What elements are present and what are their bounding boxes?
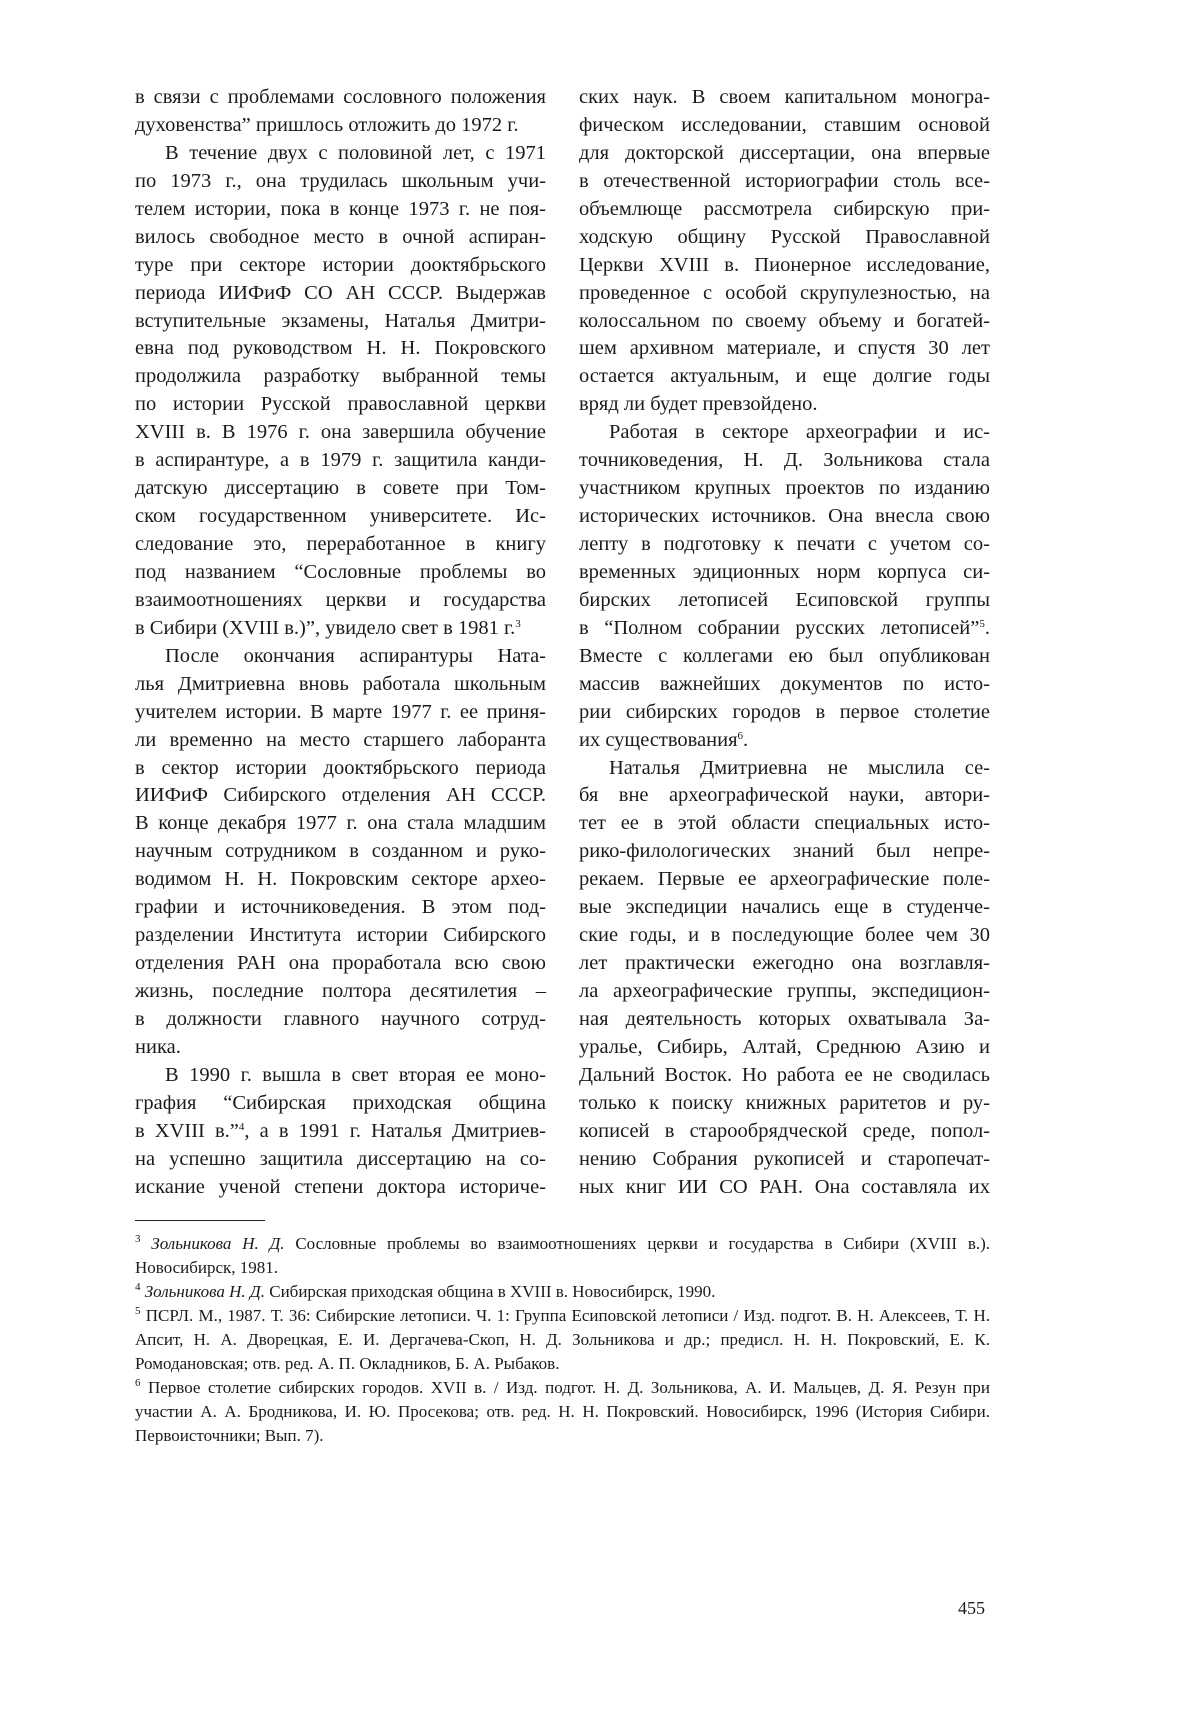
text-line	[579, 503, 990, 531]
text-line	[135, 866, 546, 894]
line-content: духовенства” пришлось отложить до 1972 г.	[135, 114, 518, 136]
text-line	[135, 112, 546, 140]
line-content: по истории Русской православной церкви	[135, 393, 546, 415]
line-content: тет ее в этой области специальных исто-	[579, 812, 990, 834]
text-line	[579, 727, 990, 755]
line-content: жизнь, последние полтора десятилетия –	[135, 980, 546, 1002]
text-line	[579, 224, 990, 252]
text-line	[135, 727, 546, 755]
line-content: ходскую общину Русской Православной	[579, 226, 990, 248]
text-line	[579, 671, 990, 699]
text-line	[579, 391, 990, 419]
footnote-number: 3	[135, 1233, 141, 1245]
text-line	[579, 280, 990, 308]
text-line	[135, 503, 546, 531]
text-line	[135, 755, 546, 783]
text-line	[135, 252, 546, 280]
line-content: Наталья Дмитриевна не мыслила се-	[609, 757, 990, 779]
text-line	[135, 559, 546, 587]
line-content: рекаем. Первые ее археографические поле-	[579, 868, 990, 890]
text-line	[135, 391, 546, 419]
line-content: под названием “Сословные проблемы во	[135, 561, 546, 583]
line-content: научным сотрудником в созданном и руко-	[135, 840, 546, 862]
line-content: В течение двух с половиной лет, с 1971	[165, 142, 546, 164]
line-content: вряд ли будет превзойдено.	[579, 393, 818, 415]
line-text: в Сибири (XVIII в.)”, увидело свет в 1981 г.	[135, 617, 515, 639]
text-line	[579, 950, 990, 978]
line-content: графия “Сибирская приходская община	[135, 1092, 546, 1114]
line-content: бя вне археографической науки, автори-	[579, 784, 990, 806]
left-text-column	[135, 84, 546, 1202]
text-line	[135, 1174, 546, 1202]
text-line	[579, 587, 990, 615]
text-line	[579, 838, 990, 866]
line-content: участником крупных проектов по изданию	[579, 477, 990, 499]
text-line	[579, 447, 990, 475]
line-content: графии и источниковедения. В этом под-	[135, 896, 546, 918]
line-content: ных книг ИИ СО РАН. Она составляла их	[579, 1176, 990, 1198]
line-content: ла археографические группы, экспедицион-	[579, 980, 990, 1002]
text-line	[579, 475, 990, 503]
text-line	[579, 84, 990, 112]
line-content: точниковедения, Н. Д. Зольникова стала	[579, 449, 990, 471]
line-content: Работая в секторе археографии и ис-	[609, 421, 990, 443]
line-text: в “Полном собрании русских летописей”	[579, 617, 979, 639]
text-line	[135, 838, 546, 866]
text-line	[579, 112, 990, 140]
line-content: проведенное с особой скрупулезностью, на	[579, 282, 990, 304]
paragraph	[579, 84, 990, 419]
line-content: нению Собрания рукописей и старопечат-	[579, 1148, 990, 1170]
line-content: уралье, Сибирь, Алтай, Среднюю Азию и	[579, 1036, 990, 1058]
line-content: только к поиску книжных раритетов и ру-	[579, 1092, 990, 1114]
paragraph	[135, 140, 546, 643]
text-line	[579, 643, 990, 671]
text-line	[579, 559, 990, 587]
footnote	[135, 1376, 990, 1448]
text-line	[135, 615, 546, 643]
text-line	[135, 447, 546, 475]
text-line	[135, 308, 546, 336]
text-line	[579, 363, 990, 391]
text-line	[135, 1118, 546, 1146]
text-line	[135, 978, 546, 1006]
line-content: ника.	[135, 1036, 181, 1058]
text-line	[135, 419, 546, 447]
footnote	[135, 1232, 990, 1280]
text-line	[579, 1062, 990, 1090]
line-content: лет практически ежегодно она возглавля-	[579, 952, 990, 974]
text-line	[135, 643, 546, 671]
text-line	[579, 810, 990, 838]
line-content: в должности главного научного сотруд-	[135, 1008, 546, 1030]
line-content: вые экспедиции начались еще в студенче-	[579, 896, 990, 918]
line-content: ная деятельность которых охватывала За-	[579, 1008, 990, 1030]
text-line	[579, 140, 990, 168]
text-line	[135, 280, 546, 308]
text-line	[135, 1146, 546, 1174]
text-line	[135, 224, 546, 252]
line-content: кописей в старообрядческой среде, попол-	[579, 1120, 990, 1142]
footnote-number: 6	[135, 1377, 141, 1389]
footnote-author: Зольникова Н. Д.	[145, 1282, 265, 1301]
paragraph	[135, 84, 546, 140]
text-line	[135, 140, 546, 168]
line-content: В 1990 г. вышла в свет вторая ее моно-	[165, 1064, 546, 1086]
footnote-text: ПСРЛ. М., 1987. Т. 36: Сибирские летописи. Ч. 1: Группа Есиповской летописи / Изд. подгот. В. Н. Алексеев, Т. Н. Апсит, Н. А. Дворецкая, Е. И. Дергачева-Скоп, Н. Д. Зольникова и др.; предисл. Н. Н. Покровский, Е. К. Ромодановская; отв. ред. А. П. Окладников, Б. А. Рыбаков.	[135, 1306, 990, 1373]
text-line	[135, 335, 546, 363]
line-content: лепту в подготовку к печати с учетом со-	[579, 533, 990, 555]
line-content: для докторской диссертации, она впервые	[579, 142, 990, 164]
text-line	[579, 1034, 990, 1062]
footnote	[135, 1280, 990, 1304]
footnote-separator	[135, 1220, 265, 1221]
line-content: по 1973 г., она трудилась школьным учи-	[135, 170, 546, 192]
line-content: вилось свободное место в очной аспиран-	[135, 226, 546, 248]
line-content: разделении Института истории Сибирского	[135, 924, 546, 946]
text-line	[135, 1090, 546, 1118]
line-content: временных эдиционных норм корпуса си-	[579, 561, 990, 583]
line-text: .	[743, 729, 748, 751]
line-content: в сектор истории доoктябрьского периода	[135, 757, 546, 779]
line-content: в аспирантуре, а в 1979 г. защитила канди-	[135, 449, 546, 471]
line-content	[135, 1120, 546, 1142]
line-content: Церкви XVIII в. Пионерное исследование,	[579, 254, 990, 276]
footnote-ref: 3	[515, 618, 521, 630]
footnote-ref: 4	[239, 1121, 245, 1133]
right-text-column	[579, 84, 990, 1202]
text-line	[135, 587, 546, 615]
text-line	[579, 782, 990, 810]
text-line	[579, 196, 990, 224]
line-content: взаимоотношениях церкви и государства	[135, 589, 546, 611]
text-line	[135, 363, 546, 391]
text-line	[579, 615, 990, 643]
paragraph	[135, 643, 546, 1062]
line-content: После окончания аспирантуры Ната-	[165, 645, 546, 667]
text-line	[579, 1118, 990, 1146]
line-content: евна под руководством Н. Н. Покровского	[135, 337, 546, 359]
line-content: бирских летописей Есиповской группы	[579, 589, 990, 611]
text-line	[579, 1146, 990, 1174]
text-line	[579, 1174, 990, 1202]
footnotes	[135, 1232, 990, 1448]
text-line	[135, 84, 546, 112]
line-content: XVIII в. В 1976 г. она завершила обучение	[135, 421, 546, 443]
line-content: водимом Н. Н. Покровским секторе архео-	[135, 868, 546, 890]
line-content: периода ИИФиФ СО АН СССР. Выдержав	[135, 282, 546, 304]
paragraph	[579, 755, 990, 1202]
line-content: фическом исследовании, ставшим основой	[579, 114, 990, 136]
line-content: шем архивном материале, и спустя 30 лет	[579, 337, 990, 359]
line-content: ские годы, и в последующие более чем 30	[579, 924, 990, 946]
line-text: .	[985, 617, 990, 639]
footnote-text: Сибирская приходская община в XVIII в. Новосибирск, 1990.	[265, 1282, 715, 1301]
text-line	[579, 1006, 990, 1034]
line-content: объемлюще рассмотрела сибирскую при-	[579, 198, 990, 220]
paragraph	[135, 1062, 546, 1202]
footnote-ref: 6	[738, 730, 744, 742]
text-line	[579, 531, 990, 559]
text-line	[579, 699, 990, 727]
line-text: , а в 1991 г. Наталья Дмитриев-	[244, 1120, 546, 1142]
text-line	[135, 894, 546, 922]
text-line	[579, 335, 990, 363]
footnote-number: 5	[135, 1305, 141, 1317]
line-content: отделения РАН она проработала всю свою	[135, 952, 546, 974]
text-line	[135, 671, 546, 699]
line-content: ских наук. В своем капитальном моногра-	[579, 86, 990, 108]
line-content: на успешно защитила диссертацию на со-	[135, 1148, 546, 1170]
line-content: ли временно на место старшего лаборанта	[135, 729, 546, 751]
footnote-ref: 5	[979, 618, 985, 630]
line-text: их существования	[579, 729, 738, 751]
text-line	[579, 755, 990, 783]
line-content: лья Дмитриевна вновь работала школьным	[135, 673, 546, 695]
text-line	[135, 782, 546, 810]
line-content: следование это, переработанное в книгу	[135, 533, 546, 555]
line-content: В конце декабря 1977 г. она стала младшим	[135, 812, 546, 834]
line-content: искание ученой степени доктора историче-	[135, 1176, 546, 1198]
line-content: учителем истории. В марте 1977 г. ее приня-	[135, 701, 546, 723]
line-text: в XVIII в.”	[135, 1120, 239, 1142]
line-content: исторических источников. Она внесла свою	[579, 505, 990, 527]
line-content: массив важнейших документов по исто-	[579, 673, 990, 695]
line-content: вступительные экзамены, Наталья Дмитри-	[135, 310, 546, 332]
text-line	[135, 531, 546, 559]
line-content: остается актуальным, и еще долгие годы	[579, 365, 990, 387]
text-line	[135, 168, 546, 196]
text-line	[135, 699, 546, 727]
line-content: рии сибирских городов в первое столетие	[579, 701, 990, 723]
text-line	[135, 950, 546, 978]
text-line	[135, 196, 546, 224]
line-content: в связи с проблемами сословного положения	[135, 86, 546, 108]
text-line	[579, 894, 990, 922]
text-line	[135, 922, 546, 950]
line-content	[135, 617, 521, 639]
line-content: продолжила разработку выбранной темы	[135, 365, 546, 387]
text-line	[579, 1090, 990, 1118]
line-content: колоссальном по своему объему и богатей-	[579, 310, 990, 332]
line-content: туре при секторе истории доoктябрьского	[135, 254, 546, 276]
text-line	[135, 1006, 546, 1034]
line-content: ском государственном университете. Ис-	[135, 505, 546, 527]
text-line	[579, 866, 990, 894]
text-line	[579, 168, 990, 196]
text-line	[579, 922, 990, 950]
line-content	[579, 729, 748, 751]
line-content: Вместе с коллегами ею был опубликован	[579, 645, 990, 667]
text-line	[579, 978, 990, 1006]
line-content	[579, 617, 990, 639]
page-number: 455	[958, 1598, 985, 1619]
line-content: ИИФиФ Сибирского отделения АН СССР.	[135, 784, 546, 806]
text-line	[579, 308, 990, 336]
footnote	[135, 1304, 990, 1376]
text-line	[135, 1062, 546, 1090]
footnote-text: Первое столетие сибирских городов. XVII в. / Изд. подгот. Н. Д. Зольникова, А. И. Мальцев, Д. Я. Резун при участии А. А. Бродникова, И. Ю. Просекова; отв. ред. Н. Н. Покровский. Новосибирск, 1996 (История Сибири. Первоисточники; Вып. 7).	[135, 1378, 990, 1445]
paragraph	[579, 419, 990, 754]
text-line	[135, 475, 546, 503]
footnote-text: Сословные проблемы во взаимоотношениях церкви и государства в Сибири (XVIII в.). Новосибирск, 1981.	[135, 1234, 990, 1277]
text-line	[135, 1034, 546, 1062]
text-line	[579, 252, 990, 280]
text-line	[579, 419, 990, 447]
line-content: Дальний Восток. Но работа ее не сводилась	[579, 1064, 990, 1086]
footnote-number: 4	[135, 1281, 141, 1293]
text-line	[135, 810, 546, 838]
line-content: рико-филологических знаний был непре-	[579, 840, 990, 862]
line-content: телем истории, пока в конце 1973 г. не поя-	[135, 198, 546, 220]
line-content: датскую диссертацию в совете при Том-	[135, 477, 546, 499]
line-content: в отечественной историографии столь все-	[579, 170, 990, 192]
footnote-author: Зольникова Н. Д.	[151, 1234, 284, 1253]
